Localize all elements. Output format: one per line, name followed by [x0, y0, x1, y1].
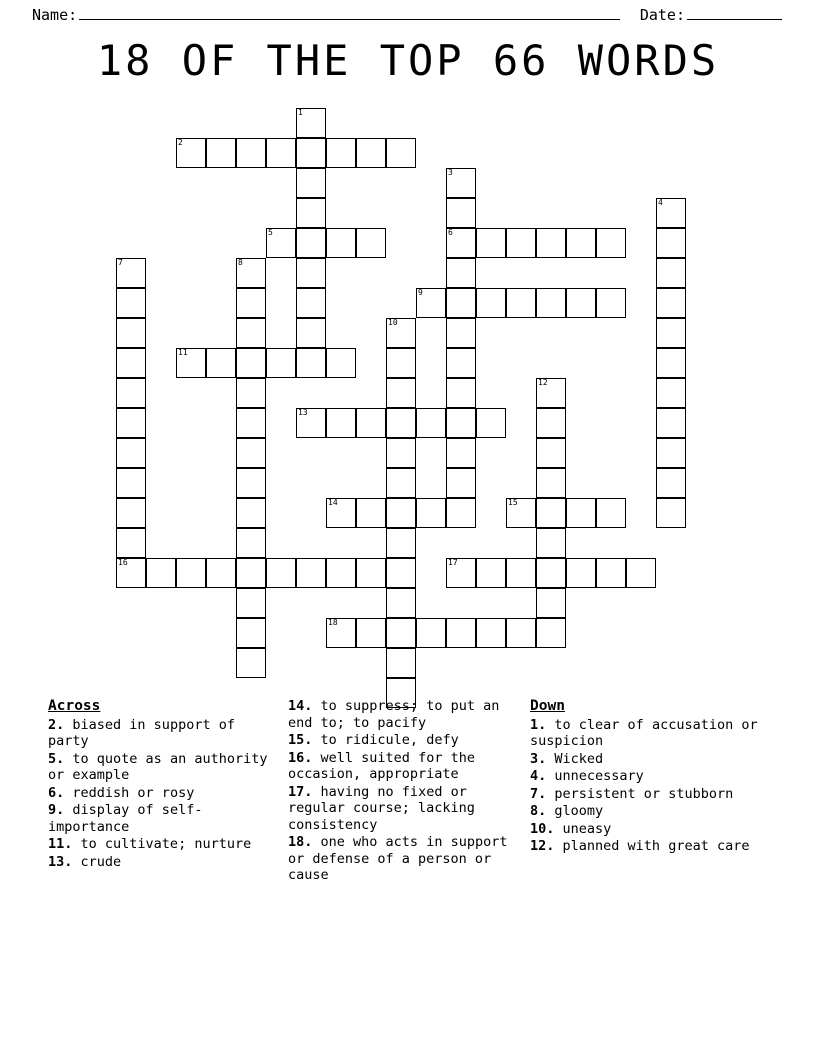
crossword-cell[interactable]	[356, 408, 386, 438]
crossword-cell[interactable]	[596, 498, 626, 528]
crossword-cell[interactable]	[596, 228, 626, 258]
crossword-cell[interactable]	[386, 438, 416, 468]
crossword-cell[interactable]	[446, 468, 476, 498]
crossword-cell[interactable]	[356, 558, 386, 588]
crossword-cell[interactable]	[446, 288, 476, 318]
clue-text: unnecessary	[554, 768, 644, 784]
crossword-cell[interactable]	[296, 228, 326, 258]
clue-text: Wicked	[554, 750, 604, 767]
crossword-cell[interactable]	[266, 348, 296, 378]
crossword-cell[interactable]	[356, 228, 386, 258]
crossword-cell[interactable]	[116, 498, 146, 528]
clue-across-16	[288, 750, 520, 783]
crossword-cell[interactable]	[476, 618, 506, 648]
crossword-cell[interactable]	[116, 468, 146, 498]
cell-number: 11	[178, 348, 188, 357]
cell-number: 3	[448, 168, 453, 177]
crossword-cell[interactable]	[236, 378, 266, 408]
across-heading: Across	[48, 698, 101, 714]
clue-text: having no fixed or regular course; lacking consistency	[288, 783, 475, 833]
crossword-cell[interactable]	[506, 228, 536, 258]
crossword-cell[interactable]	[386, 318, 416, 348]
clue-across-6	[48, 785, 278, 802]
crossword-cell[interactable]	[356, 138, 386, 168]
crossword-cell[interactable]	[476, 408, 506, 438]
clue-number: 15.	[288, 732, 313, 748]
page-title: 18 OF THE TOP 66 WORDS	[96, 36, 720, 85]
clue-text: display of self-importance	[48, 802, 203, 835]
crossword-cell[interactable]	[416, 498, 446, 528]
crossword-cell[interactable]	[446, 558, 476, 588]
crossword-cell[interactable]	[236, 438, 266, 468]
crossword-cell[interactable]	[236, 288, 266, 318]
crossword-cell[interactable]	[236, 318, 266, 348]
clue-down-3	[530, 751, 760, 768]
clue-across-9	[48, 802, 278, 835]
clue-number: 10.	[530, 820, 555, 837]
crossword-cell[interactable]	[656, 468, 686, 498]
clue-text: well suited for the occasion, appropriate	[288, 749, 475, 782]
crossword-cell[interactable]	[536, 408, 566, 438]
crossword-cell[interactable]	[236, 258, 266, 288]
crossword-cell[interactable]	[536, 618, 566, 648]
crossword-cell[interactable]	[416, 408, 446, 438]
crossword-cell[interactable]	[656, 288, 686, 318]
crossword-cell[interactable]	[506, 618, 536, 648]
clues-column-across-1	[48, 698, 288, 885]
crossword-cell[interactable]	[476, 288, 506, 318]
crossword-cell[interactable]	[536, 498, 566, 528]
crossword-cell[interactable]	[116, 288, 146, 318]
crossword-cell[interactable]	[296, 408, 326, 438]
crossword-cell[interactable]	[116, 348, 146, 378]
crossword-cell[interactable]	[236, 348, 266, 378]
crossword-cell[interactable]	[116, 378, 146, 408]
crossword-cell[interactable]	[296, 108, 326, 138]
crossword-cell[interactable]	[116, 438, 146, 468]
crossword-cell[interactable]	[446, 198, 476, 228]
crossword-cell[interactable]	[446, 378, 476, 408]
crossword-cell[interactable]	[656, 348, 686, 378]
cell-number: 6	[448, 228, 453, 237]
crossword-cell[interactable]	[536, 528, 566, 558]
crossword-cell[interactable]	[296, 258, 326, 288]
clue-number: 2.	[48, 716, 65, 733]
cell-number: 12	[538, 378, 548, 387]
clue-number: 13.	[48, 853, 73, 870]
clue-down-4	[530, 768, 760, 785]
clue-text: to ridicule, defy	[320, 732, 459, 748]
cell-number: 13	[298, 408, 308, 417]
clue-number: 4.	[530, 768, 547, 784]
clue-number: 5.	[48, 750, 65, 767]
crossword-cell[interactable]	[296, 288, 326, 318]
crossword-cell[interactable]	[146, 558, 176, 588]
clue-across-2	[48, 717, 278, 750]
clue-across-18	[288, 834, 520, 884]
clue-number: 6.	[48, 784, 65, 801]
clue-down-1	[530, 717, 760, 750]
crossword-cell[interactable]	[386, 468, 416, 498]
crossword-cell[interactable]	[506, 288, 536, 318]
crossword-cell[interactable]	[386, 558, 416, 588]
crossword-cell[interactable]	[596, 288, 626, 318]
crossword-cell[interactable]	[626, 558, 656, 588]
clue-number: 14.	[288, 698, 313, 714]
crossword-cell[interactable]	[386, 528, 416, 558]
crossword-cell[interactable]	[116, 318, 146, 348]
cell-number: 1	[298, 108, 303, 117]
crossword-cell[interactable]	[386, 618, 416, 648]
crossword-cell[interactable]	[446, 438, 476, 468]
clue-number: 9.	[48, 802, 65, 818]
crossword-cell[interactable]	[416, 618, 446, 648]
clue-number: 7.	[530, 785, 547, 802]
clue-text: to clear of accusation or suspicion	[530, 716, 758, 749]
clue-text: crude	[80, 853, 122, 870]
cell-number: 5	[268, 228, 273, 237]
crossword-cell[interactable]	[536, 378, 566, 408]
crossword-cell[interactable]	[446, 168, 476, 198]
crossword-cell[interactable]	[446, 228, 476, 258]
clues-column-across-2	[288, 698, 530, 885]
clue-down-10	[530, 821, 760, 838]
crossword-cell[interactable]	[176, 138, 206, 168]
crossword-cell[interactable]	[566, 558, 596, 588]
crossword-cell[interactable]	[656, 228, 686, 258]
crossword-cell[interactable]	[296, 318, 326, 348]
cell-number: 7	[118, 258, 123, 267]
crossword-cell[interactable]	[506, 558, 536, 588]
crossword-cell[interactable]	[386, 408, 416, 438]
crossword-cell[interactable]	[116, 408, 146, 438]
crossword-cell[interactable]	[536, 228, 566, 258]
date-label: Date:	[639, 6, 685, 24]
crossword-cell[interactable]	[656, 318, 686, 348]
cell-number: 16	[118, 558, 128, 567]
crossword-cell[interactable]	[326, 228, 356, 258]
crossword-cell[interactable]	[236, 558, 266, 588]
crossword-cell[interactable]	[296, 138, 326, 168]
crossword-cell[interactable]	[656, 198, 686, 228]
cell-number: 9	[418, 288, 423, 297]
crossword-cell[interactable]	[416, 288, 446, 318]
crossword-cell[interactable]	[206, 138, 236, 168]
clue-text: persistent or stubborn	[554, 785, 734, 802]
crossword-cell[interactable]	[116, 528, 146, 558]
crossword-cell[interactable]	[236, 468, 266, 498]
crossword-cell[interactable]	[326, 138, 356, 168]
clue-number: 1.	[530, 716, 547, 733]
crossword-cell[interactable]	[446, 408, 476, 438]
clue-number: 16.	[288, 749, 313, 766]
crossword-cell[interactable]	[386, 588, 416, 618]
crossword-cell[interactable]	[386, 348, 416, 378]
crossword-cell[interactable]	[206, 348, 236, 378]
crossword-cell[interactable]	[476, 558, 506, 588]
clue-text: gloomy	[554, 803, 604, 819]
crossword-cell[interactable]	[596, 558, 626, 588]
crossword-cell[interactable]	[386, 648, 416, 678]
crossword-cell[interactable]	[296, 348, 326, 378]
crossword-cell[interactable]	[356, 618, 386, 648]
crossword-cell[interactable]	[656, 408, 686, 438]
cell-number: 17	[448, 558, 458, 567]
clue-across-15	[288, 732, 520, 749]
crossword-cell[interactable]	[326, 348, 356, 378]
crossword-cell[interactable]	[536, 588, 566, 618]
crossword-cell[interactable]	[176, 348, 206, 378]
clue-number: 17.	[288, 783, 313, 800]
clue-down-12	[530, 838, 760, 855]
crossword-cell[interactable]	[656, 438, 686, 468]
clue-across-11	[48, 836, 278, 853]
crossword-cell[interactable]	[236, 408, 266, 438]
clues-column-down	[530, 698, 770, 885]
cell-number: 10	[388, 318, 398, 327]
crossword-cell[interactable]	[296, 168, 326, 198]
crossword-cell[interactable]	[296, 558, 326, 588]
crossword-cell[interactable]	[176, 558, 206, 588]
crossword-cell[interactable]	[446, 348, 476, 378]
clue-down-8	[530, 803, 760, 820]
crossword-cell[interactable]	[386, 378, 416, 408]
crossword-cell[interactable]	[236, 618, 266, 648]
crossword-cell[interactable]	[536, 288, 566, 318]
clue-number: 8.	[530, 803, 547, 819]
crossword-cell[interactable]	[446, 618, 476, 648]
cell-number: 8	[238, 258, 243, 267]
crossword-cell[interactable]	[656, 378, 686, 408]
crossword-cell[interactable]	[566, 498, 596, 528]
crossword-cell[interactable]	[266, 228, 296, 258]
crossword-cell[interactable]	[236, 528, 266, 558]
clue-across-13	[48, 854, 278, 871]
crossword-cell[interactable]	[116, 558, 146, 588]
clues-section	[48, 698, 770, 885]
clue-text: uneasy	[562, 820, 612, 837]
clue-text: to cultivate; nurture	[80, 836, 252, 852]
clue-across-5	[48, 751, 278, 784]
clue-text: biased in support of party	[48, 716, 235, 749]
clue-text: to suppress; to put an end to; to pacify	[288, 698, 500, 731]
clue-number: 3.	[530, 750, 547, 767]
crossword-cell[interactable]	[266, 138, 296, 168]
cell-number: 18	[328, 618, 338, 627]
crossword-cell[interactable]	[446, 258, 476, 288]
crossword-cell[interactable]	[446, 318, 476, 348]
clue-across-17	[288, 784, 520, 834]
cell-number: 14	[328, 498, 338, 507]
name-label: Name:	[32, 6, 78, 24]
clue-text: planned with great care	[562, 838, 750, 854]
crossword-cell[interactable]	[566, 288, 596, 318]
clue-number: 11.	[48, 836, 73, 852]
crossword-cell[interactable]	[656, 258, 686, 288]
crossword-cell[interactable]	[386, 138, 416, 168]
crossword-cell[interactable]	[656, 498, 686, 528]
crossword-cell[interactable]	[296, 198, 326, 228]
down-heading: Down	[530, 698, 565, 714]
crossword-cell[interactable]	[386, 498, 416, 528]
clue-down-7	[530, 786, 760, 803]
cell-number: 4	[658, 198, 663, 207]
crossword-cell[interactable]	[566, 228, 596, 258]
crossword-cell[interactable]	[356, 498, 386, 528]
crossword-cell[interactable]	[536, 558, 566, 588]
clue-number: 18.	[288, 834, 313, 850]
crossword-cell[interactable]	[266, 558, 296, 588]
clue-text: reddish or rosy	[72, 784, 195, 801]
crossword-cell[interactable]	[326, 618, 356, 648]
crossword-cell[interactable]	[236, 588, 266, 618]
cell-number: 2	[178, 138, 183, 147]
crossword-cell[interactable]	[326, 558, 356, 588]
crossword-cell[interactable]	[236, 138, 266, 168]
crossword-cell[interactable]	[536, 438, 566, 468]
crossword-cell[interactable]	[326, 498, 356, 528]
crossword-cell[interactable]	[206, 558, 236, 588]
crossword-cell[interactable]	[116, 258, 146, 288]
crossword-cell[interactable]	[236, 648, 266, 678]
clue-number: 12.	[530, 838, 555, 854]
crossword-cell[interactable]	[446, 498, 476, 528]
crossword-cell[interactable]	[476, 228, 506, 258]
clue-text: one who acts in support or defense of a person or cause	[288, 834, 508, 883]
clue-across-14	[288, 698, 520, 731]
clue-text: to quote as an authority or example	[48, 750, 268, 783]
crossword-cell[interactable]	[326, 408, 356, 438]
crossword-cell[interactable]	[536, 468, 566, 498]
crossword-cell[interactable]	[506, 498, 536, 528]
cell-number: 15	[508, 498, 518, 507]
crossword-cell[interactable]	[236, 498, 266, 528]
